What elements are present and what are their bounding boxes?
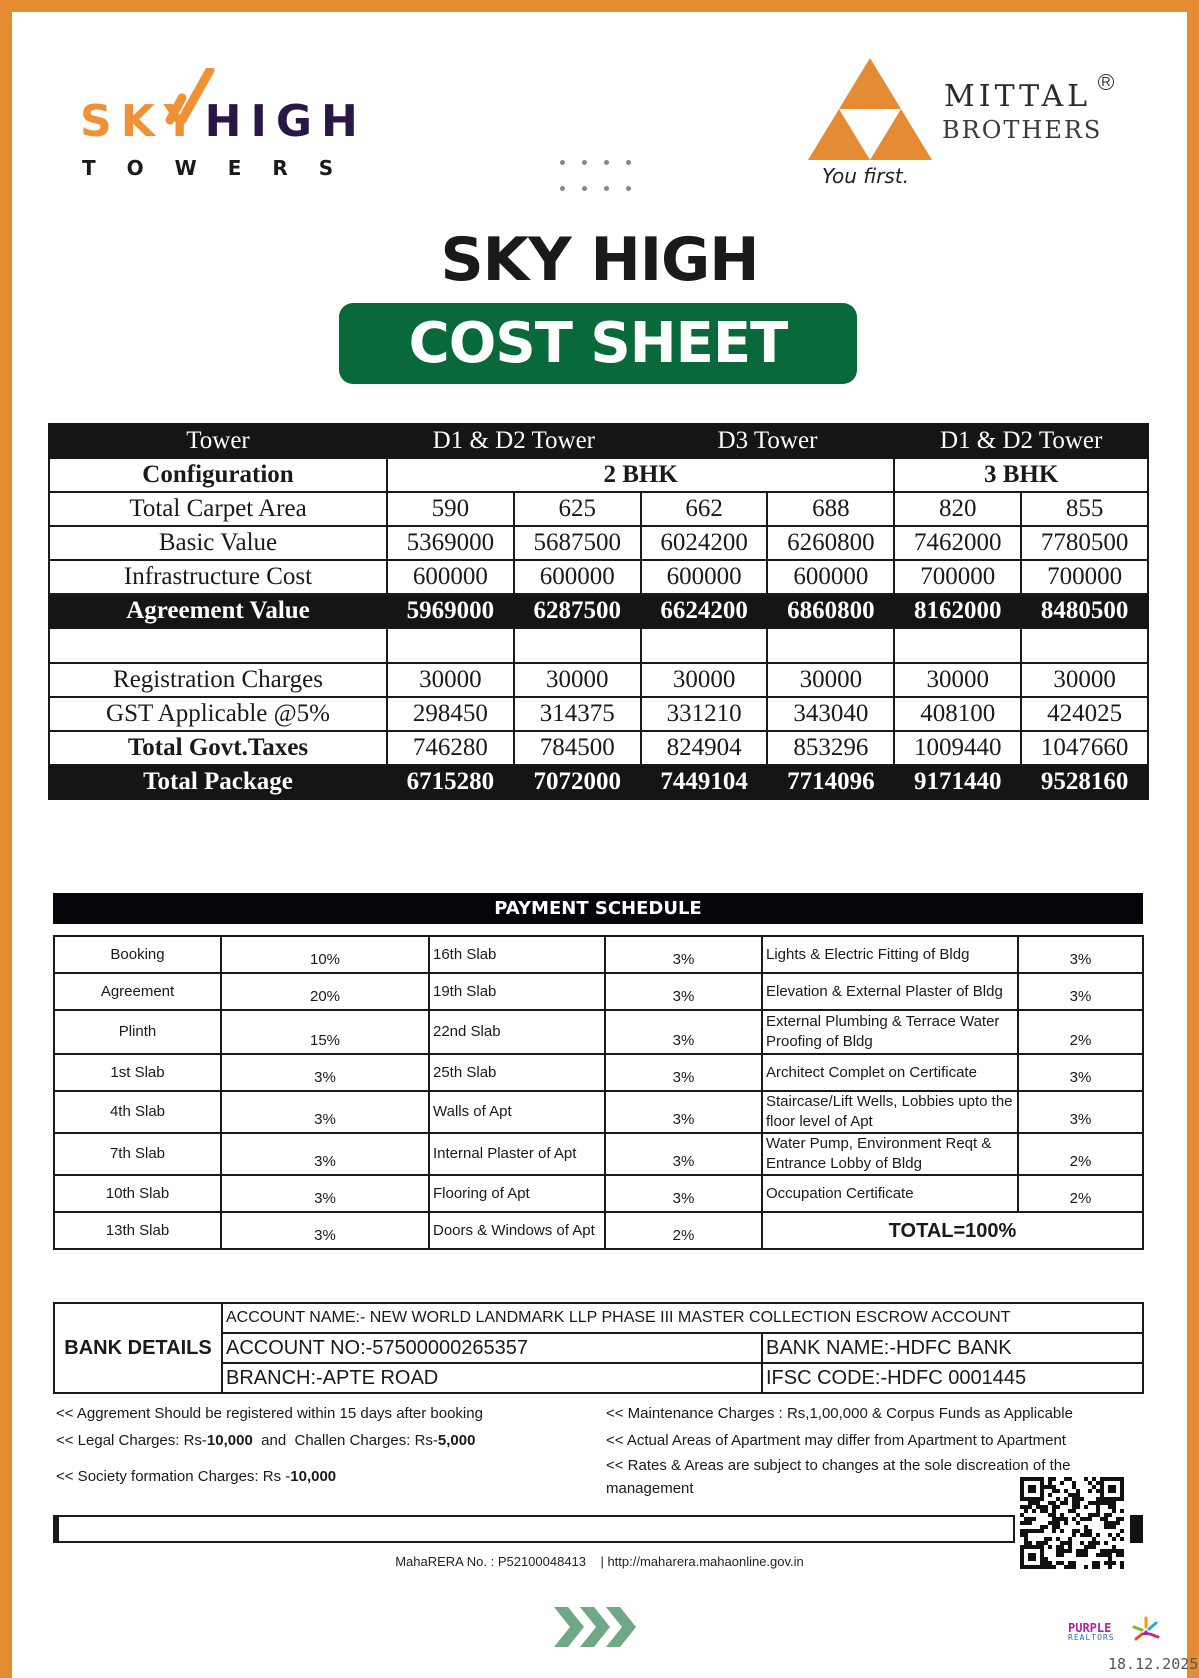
cost-cell: 343040 xyxy=(767,697,894,731)
stage-percent: 3% xyxy=(605,1175,762,1212)
schedule-row xyxy=(54,936,1143,973)
cost-cell: 9528160 xyxy=(1021,765,1148,799)
row-label: Total Package xyxy=(49,765,387,799)
stage-name: 7th Slab xyxy=(54,1133,221,1175)
row-label: Infrastructure Cost xyxy=(49,560,387,594)
row-label: Basic Value xyxy=(49,526,387,560)
stage-name: Architect Complet on Certificate xyxy=(762,1054,1018,1091)
schedule-row xyxy=(54,1091,1143,1133)
account-number: ACCOUNT NO:-57500000265357 xyxy=(222,1333,762,1363)
cost-row xyxy=(49,560,1148,594)
cost-row xyxy=(49,697,1148,731)
stage-name: 25th Slab xyxy=(429,1054,605,1091)
logo-high: HIGH xyxy=(204,96,367,147)
stage-name: Walls of Apt xyxy=(429,1091,605,1133)
cost-cell: 600000 xyxy=(641,560,768,594)
decorative-dots xyxy=(560,160,640,200)
stage-name: Elevation & External Plaster of Bldg xyxy=(762,973,1018,1010)
cost-cell: 298450 xyxy=(387,697,514,731)
date-stamp: 18.12.2025 xyxy=(1108,1655,1199,1673)
schedule-total: TOTAL=100% xyxy=(762,1212,1143,1249)
agency-name: PURPLE xyxy=(1068,1621,1112,1635)
cost-cell: 8480500 xyxy=(1021,594,1148,628)
cost-cell: 700000 xyxy=(1021,560,1148,594)
registered-mark: R xyxy=(1098,74,1114,90)
bank-name: BANK NAME:-HDFC BANK xyxy=(762,1333,1143,1363)
stage-name: 4th Slab xyxy=(54,1091,221,1133)
bank-details-table xyxy=(53,1302,1144,1394)
payment-schedule-title: PAYMENT SCHEDULE xyxy=(53,893,1143,924)
stage-percent: 3% xyxy=(605,1091,762,1133)
cost-sheet-badge: COST SHEET xyxy=(339,303,857,384)
cost-cell: 5369000 xyxy=(387,526,514,560)
cost-cell: 746280 xyxy=(387,731,514,765)
cost-cell: 820 xyxy=(894,492,1021,526)
config-label: Configuration xyxy=(49,458,387,492)
row-label: Total Carpet Area xyxy=(49,492,387,526)
stage-percent: 2% xyxy=(1018,1010,1143,1054)
cost-cell: 6860800 xyxy=(767,594,894,628)
star-logo-icon xyxy=(1130,1615,1162,1647)
cost-cell: 314375 xyxy=(514,697,641,731)
row-label: Agreement Value xyxy=(49,594,387,628)
stage-name: Internal Plaster of Apt xyxy=(429,1133,605,1175)
note-item: << Maintenance Charges : Rs,1,00,000 & Corpus Funds as Applicable xyxy=(606,1405,1073,1422)
cost-cell: 30000 xyxy=(1021,663,1148,697)
cost-cell: 6260800 xyxy=(767,526,894,560)
stage-name: Flooring of Apt xyxy=(429,1175,605,1212)
tower-header: D1 & D2 Tower xyxy=(387,424,641,458)
developer-subname: BROTHERS xyxy=(942,116,1103,144)
stage-percent: 3% xyxy=(605,1133,762,1175)
schedule-row xyxy=(54,1054,1143,1091)
cost-cell: 30000 xyxy=(387,663,514,697)
schedule-row xyxy=(54,1010,1143,1054)
cost-cell: 784500 xyxy=(514,731,641,765)
stage-name: 1st Slab xyxy=(54,1054,221,1091)
cost-cell: 30000 xyxy=(641,663,768,697)
note-item: << Actual Areas of Apartment may differ from Apartment to Apartment xyxy=(606,1432,1066,1449)
spacer-row xyxy=(49,628,1148,663)
purple-realtors-logo xyxy=(1068,1615,1168,1655)
cost-cell: 7714096 xyxy=(767,765,894,799)
stage-name: Water Pump, Environment Reqt & Entrance Lobby of Bldg xyxy=(762,1133,1018,1175)
cost-cell: 7462000 xyxy=(894,526,1021,560)
agreement-value-row xyxy=(49,594,1148,628)
triangle-logo-icon xyxy=(808,58,932,164)
config-3bhk: 3 BHK xyxy=(894,458,1148,492)
stage-name: Agreement xyxy=(54,973,221,1010)
cost-table xyxy=(48,423,1149,800)
stage-percent: 3% xyxy=(605,1010,762,1054)
mittal-brothers-logo xyxy=(808,58,1118,198)
stage-percent: 3% xyxy=(221,1054,429,1091)
page-title: SKY HIGH xyxy=(440,225,759,295)
sky-high-towers-logo xyxy=(80,68,370,188)
cost-cell: 9171440 xyxy=(894,765,1021,799)
govt-taxes-row xyxy=(49,731,1148,765)
tower-row xyxy=(49,424,1148,458)
bank-details-heading: BANK DETAILS xyxy=(54,1303,222,1393)
cost-cell: 853296 xyxy=(767,731,894,765)
tower-header: D1 & D2 Tower xyxy=(894,424,1148,458)
total-package-row xyxy=(49,765,1148,799)
schedule-row xyxy=(54,1133,1143,1175)
cost-cell: 7072000 xyxy=(514,765,641,799)
tower-header: D3 Tower xyxy=(641,424,895,458)
cost-cell: 5687500 xyxy=(514,526,641,560)
developer-name: MITTAL xyxy=(944,79,1092,114)
note-item: << Legal Charges: Rs-10,000 and Challen Charges: Rs-5,000 xyxy=(56,1432,476,1449)
stage-name: Occupation Certificate xyxy=(762,1175,1018,1212)
account-name: ACCOUNT NAME:- NEW WORLD LANDMARK LLP PHASE III MASTER COLLECTION ESCROW ACCOUNT xyxy=(222,1303,1143,1333)
cost-cell: 700000 xyxy=(894,560,1021,594)
chevrons-icon xyxy=(552,1605,642,1649)
config-2bhk: 2 BHK xyxy=(387,458,894,492)
stage-percent: 2% xyxy=(1018,1133,1143,1175)
stage-percent: 3% xyxy=(605,973,762,1010)
stage-percent: 3% xyxy=(605,936,762,973)
stage-percent: 2% xyxy=(1018,1175,1143,1212)
tower-label: Tower xyxy=(49,424,387,458)
cost-cell: 30000 xyxy=(767,663,894,697)
stage-name: 22nd Slab xyxy=(429,1010,605,1054)
cost-row xyxy=(49,492,1148,526)
stage-percent: 15% xyxy=(221,1010,429,1054)
stage-percent: 10% xyxy=(221,936,429,973)
cost-cell: 688 xyxy=(767,492,894,526)
cost-cell: 408100 xyxy=(894,697,1021,731)
cost-cell: 6287500 xyxy=(514,594,641,628)
stage-name: 13th Slab xyxy=(54,1212,221,1249)
note-item: << Rates & Areas are subject to changes at the sole discreation of the management xyxy=(606,1457,1071,1497)
stage-name: 16th Slab xyxy=(429,936,605,973)
stage-percent: 3% xyxy=(221,1133,429,1175)
logo-wordmark xyxy=(80,96,367,147)
stage-percent: 3% xyxy=(1018,936,1143,973)
row-label: GST Applicable @5% xyxy=(49,697,387,731)
agency-sub: REALTORS xyxy=(1068,1633,1115,1642)
cost-cell: 6624200 xyxy=(641,594,768,628)
branch: BRANCH:-APTE ROAD xyxy=(222,1363,762,1393)
cost-cell: 30000 xyxy=(514,663,641,697)
stage-name: Lights & Electric Fitting of Bldg xyxy=(762,936,1018,973)
stage-percent: 3% xyxy=(605,1054,762,1091)
cost-cell: 5969000 xyxy=(387,594,514,628)
stage-name: Doors & Windows of Apt xyxy=(429,1212,605,1249)
cost-cell: 6024200 xyxy=(641,526,768,560)
stage-name: Plinth xyxy=(54,1010,221,1054)
stage-name: Staircase/Lift Wells, Lobbies upto the floor level of Apt xyxy=(762,1091,1018,1133)
row-label: Total Govt.Taxes xyxy=(49,731,387,765)
developer-tagline: You first. xyxy=(822,164,910,188)
cost-cell: 30000 xyxy=(894,663,1021,697)
stage-percent: 20% xyxy=(221,973,429,1010)
cost-cell: 824904 xyxy=(641,731,768,765)
stage-name: External Plumbing & Terrace Water Proofing of Bldg xyxy=(762,1010,1018,1054)
logo-towers: TOWERS xyxy=(82,156,365,180)
cost-cell: 590 xyxy=(387,492,514,526)
stage-percent: 3% xyxy=(221,1091,429,1133)
ifsc-code: IFSC CODE:-HDFC 0001445 xyxy=(762,1363,1143,1393)
stage-name: Booking xyxy=(54,936,221,973)
schedule-row xyxy=(54,973,1143,1010)
footer-bar-end xyxy=(1130,1515,1143,1543)
payment-schedule-table xyxy=(53,935,1144,1250)
cost-cell: 662 xyxy=(641,492,768,526)
rera-number: MahaRERA No. : P52100048413 | http://maharera.mahaonline.gov.in xyxy=(395,1554,804,1569)
config-row xyxy=(49,458,1148,492)
stage-percent: 3% xyxy=(221,1175,429,1212)
cost-cell: 424025 xyxy=(1021,697,1148,731)
stage-percent: 3% xyxy=(221,1212,429,1249)
row-label: Registration Charges xyxy=(49,663,387,697)
stage-percent: 3% xyxy=(1018,973,1143,1010)
cost-cell: 600000 xyxy=(387,560,514,594)
cost-cell: 625 xyxy=(514,492,641,526)
stage-percent: 3% xyxy=(1018,1091,1143,1133)
schedule-row xyxy=(54,1175,1143,1212)
cost-cell: 6715280 xyxy=(387,765,514,799)
cost-cell: 600000 xyxy=(767,560,894,594)
cost-cell: 331210 xyxy=(641,697,768,731)
cost-cell: 7780500 xyxy=(1021,526,1148,560)
stage-name: 19th Slab xyxy=(429,973,605,1010)
cost-row xyxy=(49,526,1148,560)
cost-cell: 1009440 xyxy=(894,731,1021,765)
cost-cell: 855 xyxy=(1021,492,1148,526)
note-item: << Society formation Charges: Rs -10,000 xyxy=(56,1468,337,1485)
cost-row xyxy=(49,663,1148,697)
stage-name: 10th Slab xyxy=(54,1175,221,1212)
cost-cell: 7449104 xyxy=(641,765,768,799)
footer-bar xyxy=(53,1515,1015,1543)
cost-cell: 1047660 xyxy=(1021,731,1148,765)
schedule-row xyxy=(54,1212,1143,1249)
cost-cell: 600000 xyxy=(514,560,641,594)
logo-sky: SKY xyxy=(80,96,205,147)
note-item: << Aggrement Should be registered within 15 days after booking xyxy=(56,1405,483,1422)
stage-percent: 2% xyxy=(605,1212,762,1249)
stage-percent: 3% xyxy=(1018,1054,1143,1091)
cost-cell: 8162000 xyxy=(894,594,1021,628)
